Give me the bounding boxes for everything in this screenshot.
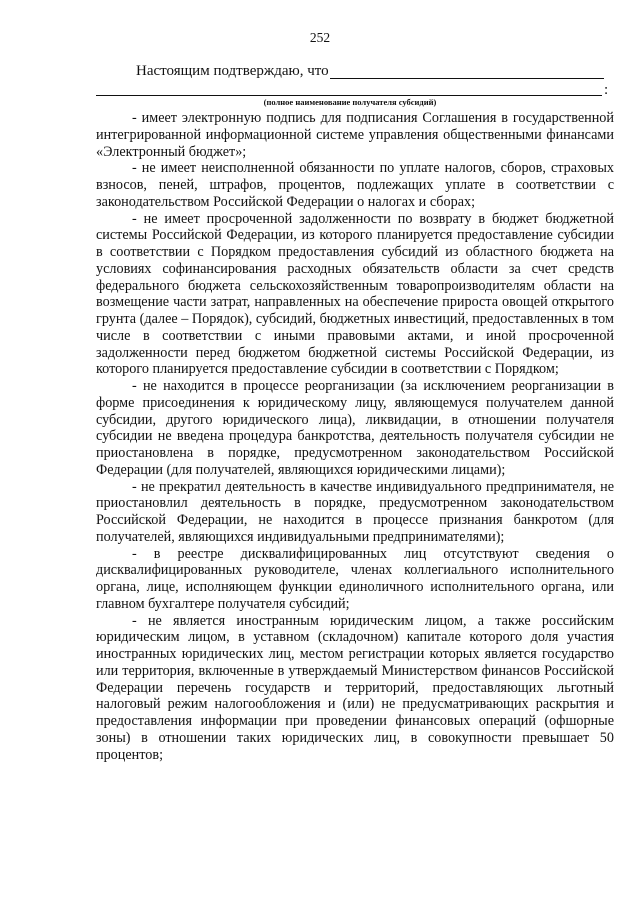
- paragraph-entrepreneur-activity: - не прекратил деятельность в качестве индивидуального предпринимателя, не приостановлил деятельность в порядке, предусмотренном законодательством Российской Федерации, не находится в процессе признания банкротом (для получателей, являющихся индивидуальными предпринимателями);: [96, 478, 614, 545]
- paragraph-foreign-entity: - не является иностранным юридическим лицом, а также российским юридическим лицом, в уставном (складочном) капитале которого доля участия иностранных юридических лиц, местом регистрации которых является государство или территория, включенные в утверждаемый Министерством финансов Российской Федерации перечень государств и территорий, предоставляющих льготный налоговый режим налогообложения и (или) не предусматривающих раскрытия и предоставления информации при проведении финансовых операций (офшорные зоны) в отношении таких юридических лиц, в совокупности превышает 50 процентов;: [96, 612, 614, 763]
- colon-mark: :: [604, 82, 609, 98]
- recipient-name-blank-line-1: [330, 78, 604, 79]
- paragraph-electronic-signature: - имеет электронную подпись для подписания Соглашения в государственной интегрированной информационной системе управления общественными финансами «Электронный бюджет»;: [96, 110, 614, 160]
- recipient-name-blank-line-2: [96, 95, 602, 96]
- blank-caption: (полное наименование получателя субсидий): [263, 97, 437, 107]
- paragraph-disqualified-persons: - в реестре дисквалифицированных лиц отсутствуют сведения о дисквалифицированных руководителе, членах коллегиального исполнительного органа, лице, исполняющем функции единоличного исполнительного органа, или главном бухгалтере получателя субсидий;: [96, 545, 614, 612]
- document-body: [96, 110, 614, 763]
- confirm-statement: Настоящим подтверждаю, что: [136, 63, 329, 79]
- paragraph-no-overdue-debt: - не имеет просроченной задолженности по возврату в бюджет бюджетной системы Российской Федерации, из которого планируется предоставление субсидии в соответствии с Порядком предоставления субсидий из областного бюджета на условиях софинансирования расходных обязательств области за счет средств федерального бюджета сельскохозяйственным товаропроизводителям области на возмещение части затрат, направленных на обеспечение прироста овощей открытого грунта (далее – Порядок), субсидий, бюджетных инвестиций, предоставленных в том числе в соответствии с иными правовыми актами, и иной просроченной задолженности перед бюджетом бюджетной системы Российской Федерации, из которого планируется предоставление субсидии в соответствии с Порядком;: [96, 210, 614, 378]
- paragraph-no-tax-obligations: - не имеет неисполненной обязанности по уплате налогов, сборов, страховых взносов, пеней, штрафов, процентов, подлежащих уплате в соответствии с законодательством Российской Федерации о налогах и сборах;: [96, 160, 614, 210]
- paragraph-no-reorganization: - не находится в процессе реорганизации (за исключением реорганизации в форме присоединения к юридическому лицу, являющемуся получателем данной субсидии, другого юридического лица), ликвидации, в отношении получателя субсидии не введена процедура банкротства, деятельность получателя субсидии не приостановлена в порядке, предусмотренном законодательством Российской Федерации (для получателей, являющихся юридическими лицами);: [96, 378, 614, 478]
- page-number: 252: [309, 30, 331, 45]
